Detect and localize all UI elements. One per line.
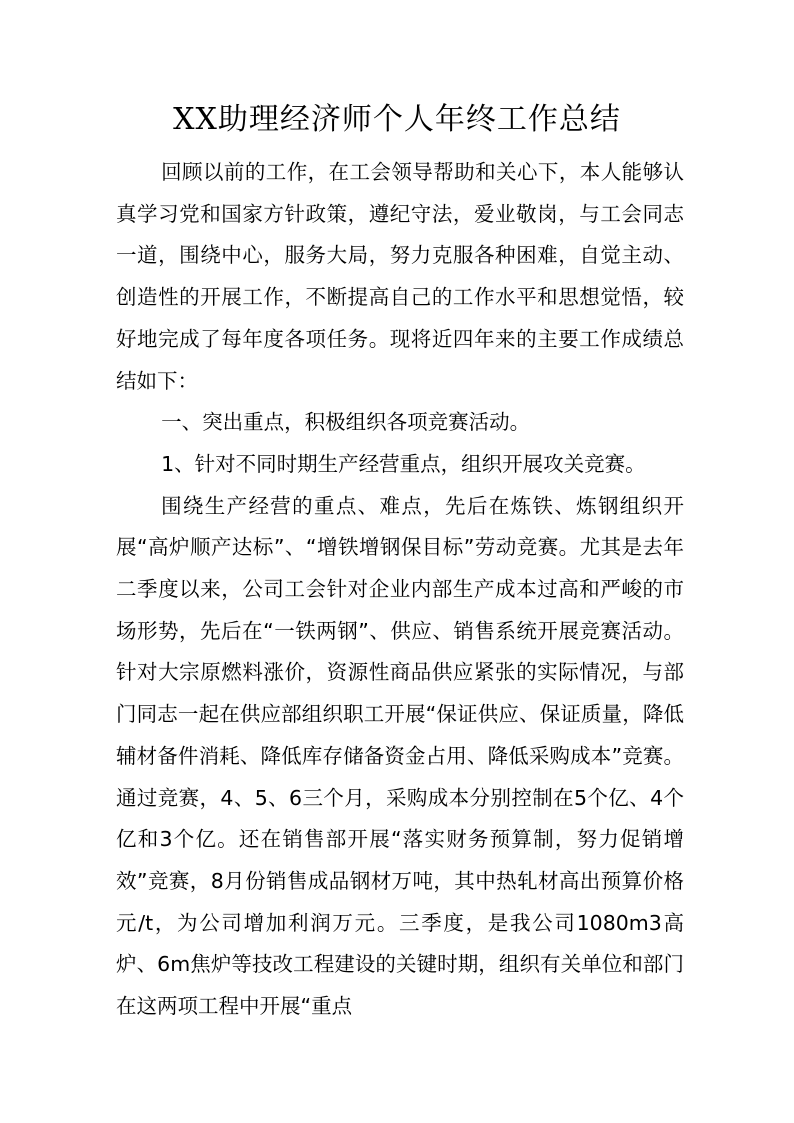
- document-body: [116, 152, 684, 1028]
- section-heading-1: 一、突出重点，积极组织各项竞赛活动。: [161, 410, 531, 435]
- paragraph-intro: 回顾以前的工作，在工会领导帮助和关心下，本人能够认真学习党和国家方针政策，遵纪守法，爱业敬岗，与工会同志一道，围绕中心，服务大局，努力克服各种困难，自觉主动、创造性的开展工作，不断提高自己的工作水平和思想觉悟，较好地完成了每年度各项任务。现将近四年来的主要工作成绩总结如下：: [116, 160, 684, 393]
- document-title: XX助理经济师个人年终工作总结: [173, 102, 621, 137]
- subsection-heading-1: 1、针对不同时期生产经营重点，组织开展攻关竞赛。: [161, 451, 646, 476]
- paragraph-competitions: 围绕生产经营的重点、难点，先后在炼铁、炼钢组织开展“高炉顺产达标”、“增铁增钢保目标”劳动竞赛。尤其是去年二季度以来，公司工会针对企业内部生产成本过高和严峻的市场形势，先后在“一铁两钢”、供应、销售系统开展竞赛活动。针对大宗原燃料涨价，资源性商品供应紧张的实际情况，与部门同志一起在供应部组织职工开展“保证供应、保证质量，降低辅材备件消耗、降低库存储备资金占用、降低采购成本”竞赛。通过竞赛，4、5、6三个月，采购成本分别控制在5个亿、4个亿和3个亿。还在销售部开展“落实财务预算制，努力促销增效”竞赛，8月份销售成品钢材万吨，其中热轧材高出预算价格元/t，为公司增加利润万元。三季度，是我公司1080m3高炉、6m焦炉等技改工程建设的关键时期，组织有关单位和部门在这两项工程中开展“重点: [116, 493, 684, 1019]
